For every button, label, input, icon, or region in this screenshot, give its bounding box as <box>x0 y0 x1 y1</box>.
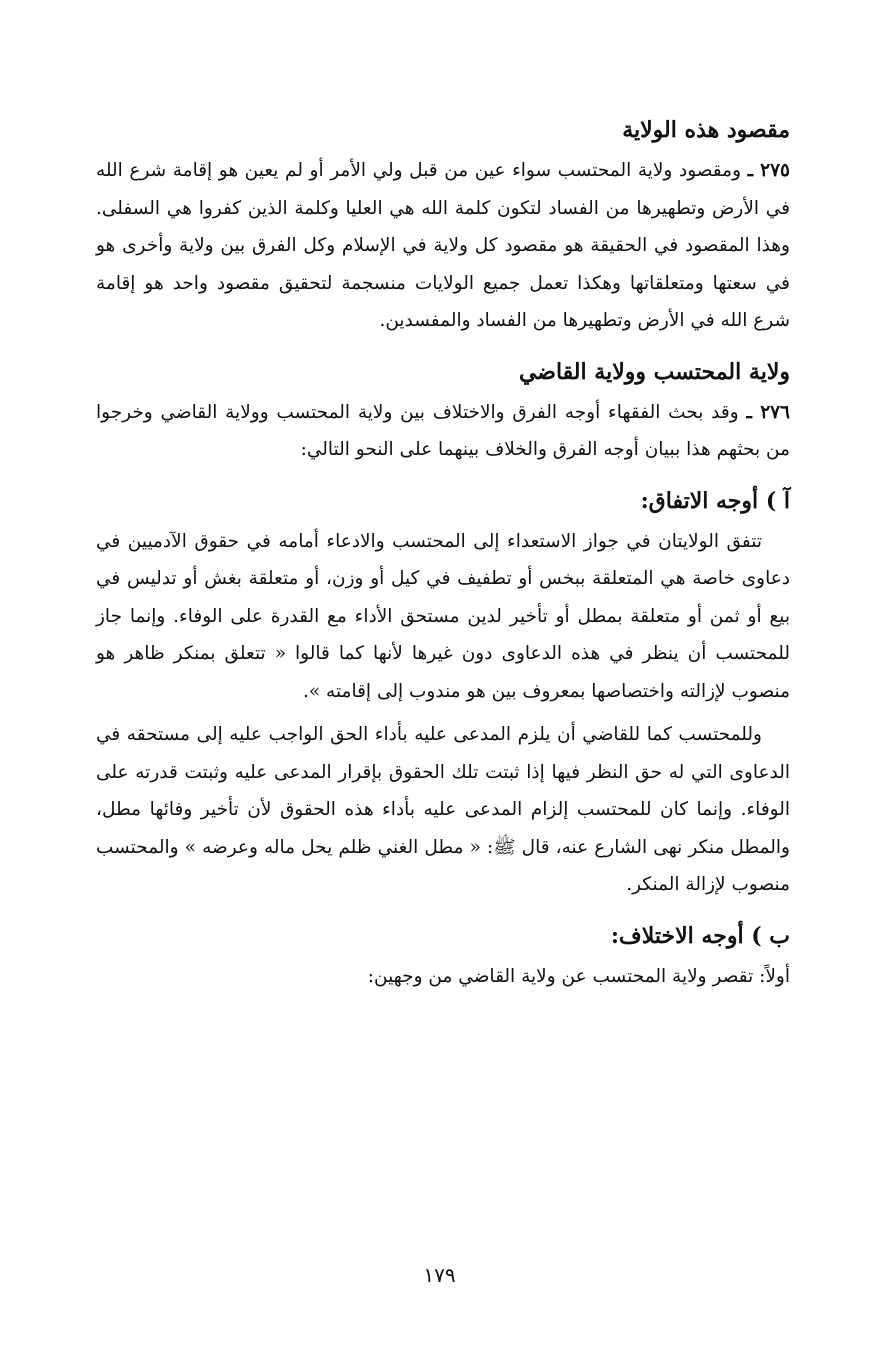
paragraph-275 <box>96 152 790 340</box>
paragraph-agreement: تتفق الولايتان في جواز الاستعداء إلى المحتسب والادعاء أمامه في حقوق الآدميين في دعاوى خاصة هي المتعلقة ببخس أو تطفيف في كيل أو وزن، أو متعلقة بغش أو تدليس في بيع أو ثمن أو متعلقة بمطل أو تأخير لدين مستحق الأداء مع القدرة على الوفاء. وإنما جاز للمحتسب أن ينظر في هذه الدعاوى دون غيرها لأنها كما قالوا « تتعلق بمنكر ظاهر هو منصوب لإزالته واختصاصها بمعروف بين هو مندوب إلى إقامته ». <box>96 530 790 702</box>
paragraph-text: وقد بحث الفقهاء أوجه الفرق والاختلاف بين ولاية المحتسب وولاية القاضي وخرجوا من بحثهم هذا ببيان أوجه الفرق والخلاف بينهما على النحو التالي: <box>96 401 790 460</box>
paragraph-276 <box>96 394 790 469</box>
section-heading-muhtasib-qadi: ولاية المحتسب وولاية القاضي <box>518 358 790 385</box>
paragraph-enforcement: وللمحتسب كما للقاضي أن يلزم المدعى عليه بأداء الحق الواجب عليه إلى مستحقه في الدعاوى التي له حق النظر فيها إذا ثبتت تلك الحقوق بإقرار المدعى عليه وثبتت قدرته على الوفاء. وإنما كان للمحتسب إلزام المدعى عليه بأداء هذه الحقوق لأن تأخير وفائها مطل، والمطل منكر نهى الشارع عنه، قال ﷺ: « مطل الغني ظلم يحل ماله وعرضه » والمحتسب منصوب لإزالة المنكر. <box>96 724 790 895</box>
subheading-agreement: آ ) أوجه الاتفاق: <box>640 487 790 514</box>
page-body <box>96 98 790 1001</box>
page-number: ١٧٩ <box>423 1263 456 1287</box>
paragraph-text: ومقصود ولاية المحتسب سواء عين من قبل ولي الأمر أو لم يعين هو إقامة شرع الله في الأرض وتطهيرها من الفساد لتكون كلمة الله هي العليا وكلمة الذين كفروا هي السفلى. وهذا المقصود في الحقيقة هو مقصود كل ولاية في الإسلام وكل الفرق بين ولاية وأخرى هو في سعتها ومتعلقاتها وهكذا تعمل جميع الولايات منسجمة لتحقيق مقصود واحد هو إقامة شرع الله في الأرض وتطهيرها من الفساد والمفسدين. <box>96 160 790 331</box>
paragraph-number: ٢٧٦ ـ <box>746 401 790 423</box>
paragraph-number: ٢٧٥ ـ <box>747 160 790 181</box>
subheading-difference: ب ) أوجه الاختلاف: <box>610 922 790 949</box>
section-heading-purpose: مقصود هذه الولاية <box>622 117 790 143</box>
paragraph-first-difference: أولاً: تقصر ولاية المحتسب عن ولاية القاضي من وجهين: <box>367 965 790 987</box>
